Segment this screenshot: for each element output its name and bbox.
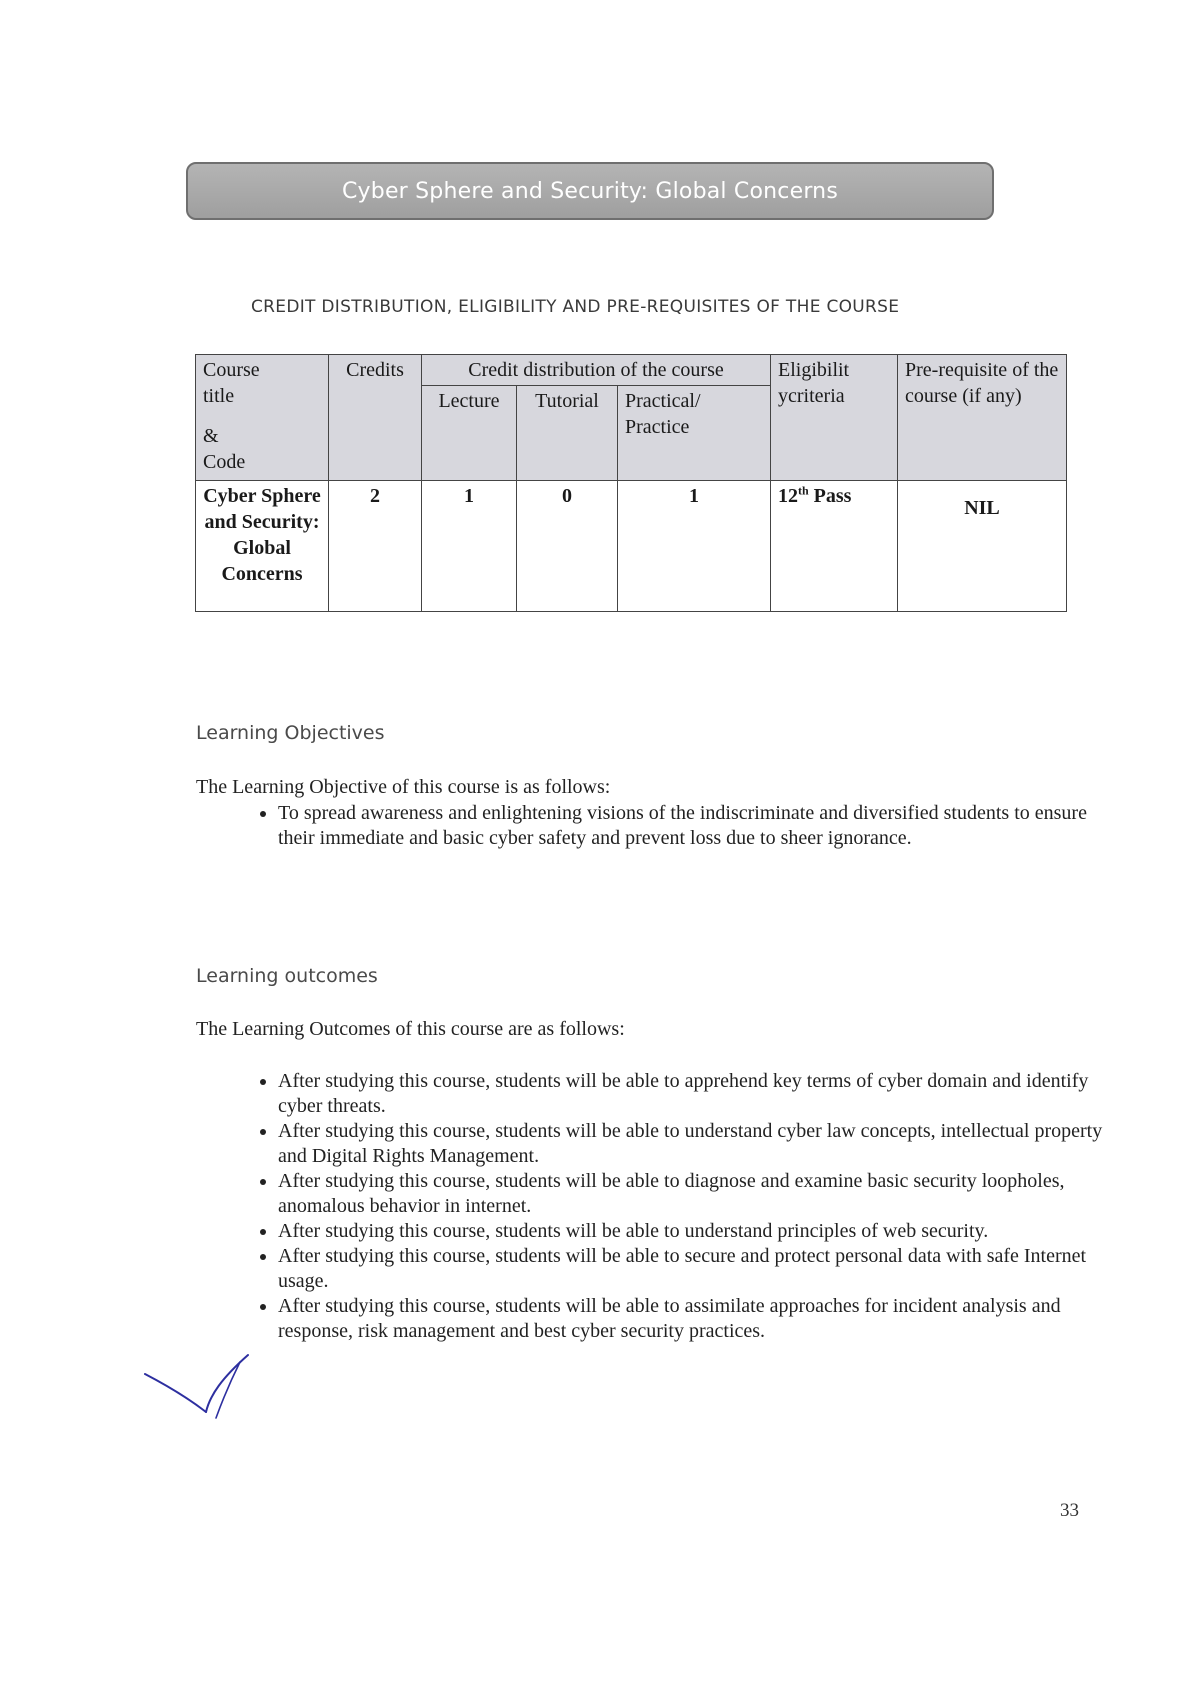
table-header-row xyxy=(196,355,1067,386)
list-item: • After studying this course, students will be able to understand cyber law concepts, intellectual property and Digital Rights Management. xyxy=(278,1119,1108,1169)
learning-objectives-heading: Learning Objectives xyxy=(196,722,385,744)
list-item: • After studying this course, students will be able to apprehend key terms of cyber domain and identify cyber threats. xyxy=(278,1069,1108,1119)
eligibility-superscript: th xyxy=(798,483,809,498)
header-practical: Practical/ Practice xyxy=(618,386,771,481)
list-item: • After studying this course, students will be able to secure and protect personal data with safe Internet usage. xyxy=(278,1244,1108,1294)
outcomes-intro: The Learning Outcomes of this course are as follows: xyxy=(196,1018,625,1040)
header-eligibility: Eligibilit ycriteria xyxy=(771,355,898,481)
cell-course-name: Cyber Sphere and Security: Global Concerns xyxy=(196,481,329,612)
header-prerequisite: Pre-requisite of the course (if any) xyxy=(898,355,1067,481)
learning-outcomes-heading: Learning outcomes xyxy=(196,965,378,987)
credit-distribution-table xyxy=(195,354,1067,612)
header-credit-distribution: Credit distribution of the course xyxy=(422,355,771,386)
list-item: • After studying this course, students will be able to understand principles of web security. xyxy=(278,1219,1108,1244)
header-course-title xyxy=(196,355,329,481)
header-tutorial: Tutorial xyxy=(517,386,618,481)
list-item: • After studying this course, students will be able to assimilate approaches for incident analysis and response, risk management and best cyber security practices. xyxy=(278,1294,1108,1344)
title-banner xyxy=(186,162,994,220)
objectives-intro: The Learning Objective of this course is as follows: xyxy=(196,776,611,798)
cell-lecture: 1 xyxy=(422,481,517,612)
table-row xyxy=(196,481,1067,612)
eligibility-text: Pass xyxy=(813,485,852,507)
page-number: 33 xyxy=(1060,1500,1079,1521)
list-item: • To spread awareness and enlightening visions of the indiscriminate and diversified students to ensure their immediate and basic cyber safety and prevent loss due to sheer ignorance. xyxy=(278,801,1108,851)
outcomes-list xyxy=(240,1069,1108,1344)
list-item: • After studying this course, students will be able to diagnose and examine basic security loopholes, anomalous behavior in internet. xyxy=(278,1169,1108,1219)
banner-title: Cyber Sphere and Security: Global Concerns xyxy=(342,178,838,204)
credit-section-heading: CREDIT DISTRIBUTION, ELIGIBILITY AND PRE-REQUISITES OF THE COURSE xyxy=(251,297,900,317)
signature-checkmark-icon xyxy=(140,1350,270,1430)
header-course-amp: & xyxy=(203,425,219,447)
header-lecture: Lecture xyxy=(422,386,517,481)
cell-tutorial: 0 xyxy=(517,481,618,612)
cell-prerequisite: NIL xyxy=(898,481,1067,612)
header-credits: Credits xyxy=(329,355,422,481)
eligibility-number: 12 xyxy=(778,485,798,507)
objectives-list xyxy=(240,801,1108,851)
cell-practical: 1 xyxy=(618,481,771,612)
cell-eligibility xyxy=(771,481,898,612)
header-course-title-text: Course title xyxy=(203,359,260,407)
cell-credits: 2 xyxy=(329,481,422,612)
header-course-code: Code xyxy=(203,451,246,473)
